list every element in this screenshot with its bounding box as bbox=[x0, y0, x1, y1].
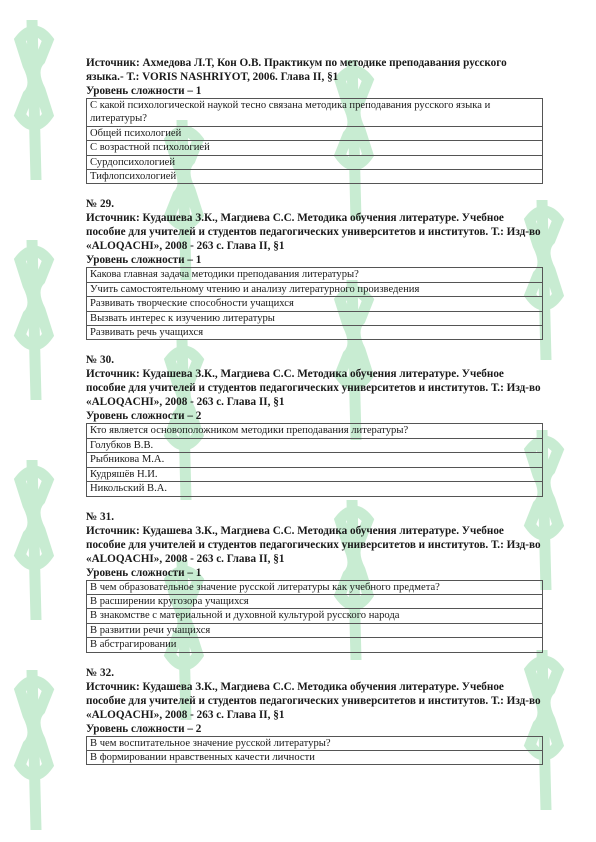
answer-row bbox=[87, 467, 543, 481]
question-block bbox=[86, 666, 542, 766]
answer-option: В расширении кругозора учащихся bbox=[87, 594, 543, 608]
watermark-icon bbox=[10, 240, 58, 400]
watermark-icon bbox=[10, 670, 58, 830]
answer-option: С возрастной психологией bbox=[87, 141, 543, 155]
watermark-icon bbox=[10, 20, 58, 180]
question-number: № 29. bbox=[86, 198, 115, 211]
answer-option: Голубков В.В. bbox=[87, 438, 543, 452]
answer-option: Развивать речь учащихся bbox=[87, 326, 543, 340]
question-text: Кто является основоположником методики преподавания литературы? bbox=[87, 424, 543, 438]
answer-option: Развивать творческие способности учащихся bbox=[87, 297, 543, 311]
watermark-icon bbox=[10, 460, 58, 620]
answer-option: Тифлопсихологией bbox=[87, 170, 543, 184]
answer-option: Общей психологией bbox=[87, 126, 543, 140]
answer-row bbox=[87, 282, 543, 296]
answer-row bbox=[87, 638, 543, 652]
answer-option: В знакомстве с материальной и духовной культурой русского народа bbox=[87, 609, 543, 623]
source-citation: Источник: Кудашева З.К., Магдиева С.С. Методика обучения литературе. Учебное пособие для учителей и студентов педагогических университетов и институтов. Т.: Изд-во «ALOQACHI», 2008 - 263 с. Глава II, §1 bbox=[86, 680, 541, 721]
answer-row bbox=[87, 155, 543, 169]
question-row bbox=[87, 424, 543, 438]
answer-option: Рыбникова М.А. bbox=[87, 453, 543, 467]
answer-row bbox=[87, 750, 543, 764]
difficulty-level: Уровень сложности – 1 bbox=[86, 566, 202, 579]
source-citation: Источник: Кудашева З.К., Магдиева С.С. Методика обучения литературе. Учебное пособие для учителей и студентов педагогических университетов и институтов. Т.: Изд-во «ALOQACHI», 2008 - 263 с. Глава II, §1 bbox=[86, 212, 541, 253]
answer-row bbox=[87, 623, 543, 637]
question-text: Какова главная задача методики преподавания литературы? bbox=[87, 268, 543, 282]
question-text: В чем образовательное значение русской литературы как учебного предмета? bbox=[87, 580, 543, 594]
difficulty-level: Уровень сложности – 1 bbox=[86, 254, 202, 267]
question-table bbox=[86, 267, 543, 340]
answer-row bbox=[87, 594, 543, 608]
question-row bbox=[87, 268, 543, 282]
answer-option: Никольский В.А. bbox=[87, 482, 543, 496]
answer-row bbox=[87, 126, 543, 140]
source-citation: Источник: Кудашева З.К., Магдиева С.С. Методика обучения литературе. Учебное пособие для учителей и студентов педагогических университетов и институтов. Т.: Изд-во «ALOQACHI», 2008 - 263 с. Глава II, §1 bbox=[86, 524, 541, 565]
question-row bbox=[87, 580, 543, 594]
question-block bbox=[86, 510, 542, 653]
answer-row bbox=[87, 482, 543, 496]
question-row bbox=[87, 736, 543, 750]
difficulty-level: Уровень сложности – 2 bbox=[86, 722, 202, 735]
difficulty-level: Уровень сложности – 1 bbox=[86, 85, 202, 97]
answer-row bbox=[87, 311, 543, 325]
answer-row bbox=[87, 297, 543, 311]
answer-option: Кудряшёв Н.И. bbox=[87, 467, 543, 481]
answer-option: Учить самостоятельному чтению и анализу литературного произведения bbox=[87, 282, 543, 296]
question-table bbox=[86, 423, 543, 496]
question-text: В чем воспитательное значение русской литературы? bbox=[87, 736, 543, 750]
question-block bbox=[86, 56, 542, 184]
question-table bbox=[86, 580, 543, 653]
answer-option: Вызвать интерес к изучению литературы bbox=[87, 311, 543, 325]
question-row bbox=[87, 99, 543, 127]
question-table bbox=[86, 736, 543, 766]
question-block bbox=[86, 197, 542, 340]
question-number: № 30. bbox=[86, 354, 115, 367]
question-block bbox=[86, 353, 542, 496]
answer-option: В абстрагировании bbox=[87, 638, 543, 652]
source-citation: Источник: Ахмедова Л.Т, Кон О.В. Практикум по методике преподавания русского языка.- Т.: VORIS NASHRIYOT, 2006. Глава II, §1 bbox=[86, 57, 507, 83]
answer-option: В формировании нравственных качести личности bbox=[87, 750, 543, 764]
document-page bbox=[86, 56, 542, 778]
answer-option: Сурдопсихологией bbox=[87, 155, 543, 169]
answer-row bbox=[87, 141, 543, 155]
source-citation: Источник: Кудашева З.К., Магдиева С.С. Методика обучения литературе. Учебное пособие для учителей и студентов педагогических университетов и институтов. Т.: Изд-во «ALOQACHI», 2008 - 263 с. Глава II, §1 bbox=[86, 368, 541, 409]
answer-row bbox=[87, 438, 543, 452]
answer-row bbox=[87, 609, 543, 623]
question-number: № 32. bbox=[86, 666, 115, 679]
answer-row bbox=[87, 453, 543, 467]
answer-option: В развитии речи учащихся bbox=[87, 623, 543, 637]
question-number: № 31. bbox=[86, 510, 115, 523]
difficulty-level: Уровень сложности – 2 bbox=[86, 410, 202, 423]
question-table bbox=[86, 98, 543, 184]
answer-row bbox=[87, 170, 543, 184]
question-text: С какой психологической наукой тесно связана методика преподавания русского языка и литературы? bbox=[87, 99, 543, 127]
answer-row bbox=[87, 326, 543, 340]
